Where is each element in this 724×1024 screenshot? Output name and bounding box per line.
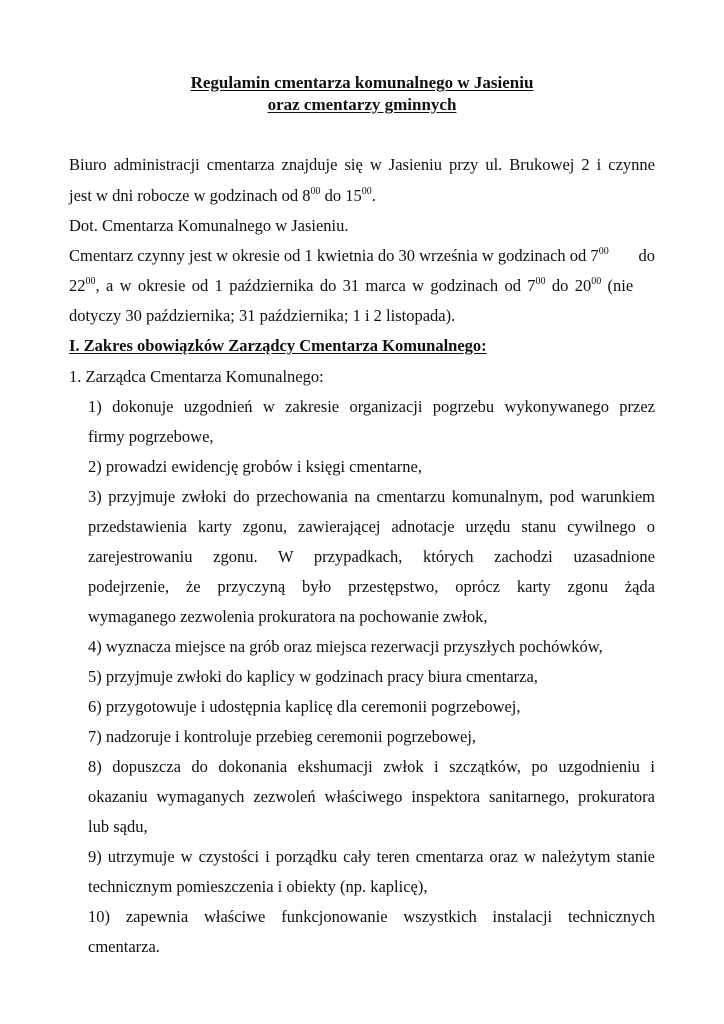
subsection-heading: 1. Zarządca Cmentarza Komunalnego: — [69, 367, 324, 386]
intro-line-3: Dot. Cmentarza Komunalnego w Jasieniu. — [69, 216, 349, 235]
intro-office-hours: jest w dni robocze w godzinach od $8^{00}$ do $15^{00}$. — [69, 186, 376, 205]
list-item-3-line-2: przedstawienia karty zgonu, zawierającej adnotacje urzędu stanu cywilnego o — [88, 517, 655, 536]
list-item-10-line-2: cmentarza. — [88, 937, 160, 956]
list-item-10-line-1: 10) zapewnia właściwe funkcjonowanie wszystkich instalacji technicznych — [88, 907, 655, 926]
list-item-5: 5) przyjmuje zwłoki do kaplicy w godzinach pracy biura cmentarza, — [88, 667, 538, 686]
document-title-line-2: oraz cmentarzy gminnych — [267, 95, 457, 114]
list-item-8-line-2: okazaniu wymaganych zezwoleń właściwego inspektora sanitarnego, prokuratora — [88, 787, 655, 806]
list-item-2: 2) prowadzi ewidencję grobów i księgi cmentarne, — [88, 457, 423, 476]
list-item-3-line-3: zarejestrowaniu zgonu. W przypadkach, których zachodzi uzasadnione — [88, 547, 655, 566]
intro-cemetery-hours-2: $22^{00}$, a w okresie od 1 października do 31 marca w godzinach od $7^{00}$ do $20^{00}$ (nie — [69, 276, 634, 295]
list-item-1-line-1: 1) dokonuje uzgodnień w zakresie organizacji pogrzebu wykonywanego przez — [88, 397, 655, 416]
list-item-3-line-4: podejrzenie, że przyczyną było przestępstwo, oprócz karty zgonu żąda — [88, 577, 655, 596]
intro-line-1: Biuro administracji cmentarza znajduje się w Jasieniu przy ul. Brukowej 2 i czynne — [69, 155, 655, 174]
list-item-8-line-1: 8) dopuszcza do dokonania ekshumacji zwłok i szczątków, po uzgodnieniu i — [88, 757, 655, 776]
list-item-9-line-2: technicznym pomieszczenia i obiekty (np. kaplicę), — [88, 877, 428, 896]
document-title-line-1: Regulamin cmentarza komunalnego w Jasieniu — [190, 73, 534, 92]
list-item-9-line-1: 9) utrzymuje w czystości i porządku cały teren cmentarza oraz w należytym stanie — [88, 847, 655, 866]
list-item-1-line-2: firmy pogrzebowe, — [88, 427, 214, 446]
list-item-4: 4) wyznacza miejsce na grób oraz miejsca rezerwacji przyszłych pochówków, — [88, 637, 603, 656]
intro-cemetery-hours-1: Cmentarz czynny jest w okresie od 1 kwietnia do 30 września w godzinach od $7^{00}$ do — [69, 246, 655, 265]
list-item-3-line-1: 3) przyjmuje zwłoki do przechowania na cmentarzu komunalnym, pod warunkiem — [88, 487, 655, 506]
list-item-8-line-3: lub sądu, — [88, 817, 148, 836]
list-item-3-line-5: wymaganego zezwolenia prokuratora na pochowanie zwłok, — [88, 607, 488, 626]
list-item-7: 7) nadzoruje i kontroluje przebieg ceremonii pogrzebowej, — [88, 727, 477, 746]
intro-line-6: dotyczy 30 października; 31 października; 1 i 2 listopada). — [69, 306, 456, 325]
section-heading: I. Zakres obowiązków Zarządcy Cmentarza Komunalnego: — [69, 336, 487, 355]
list-item-6: 6) przygotowuje i udostępnia kaplicę dla ceremonii pogrzebowej, — [88, 697, 521, 716]
